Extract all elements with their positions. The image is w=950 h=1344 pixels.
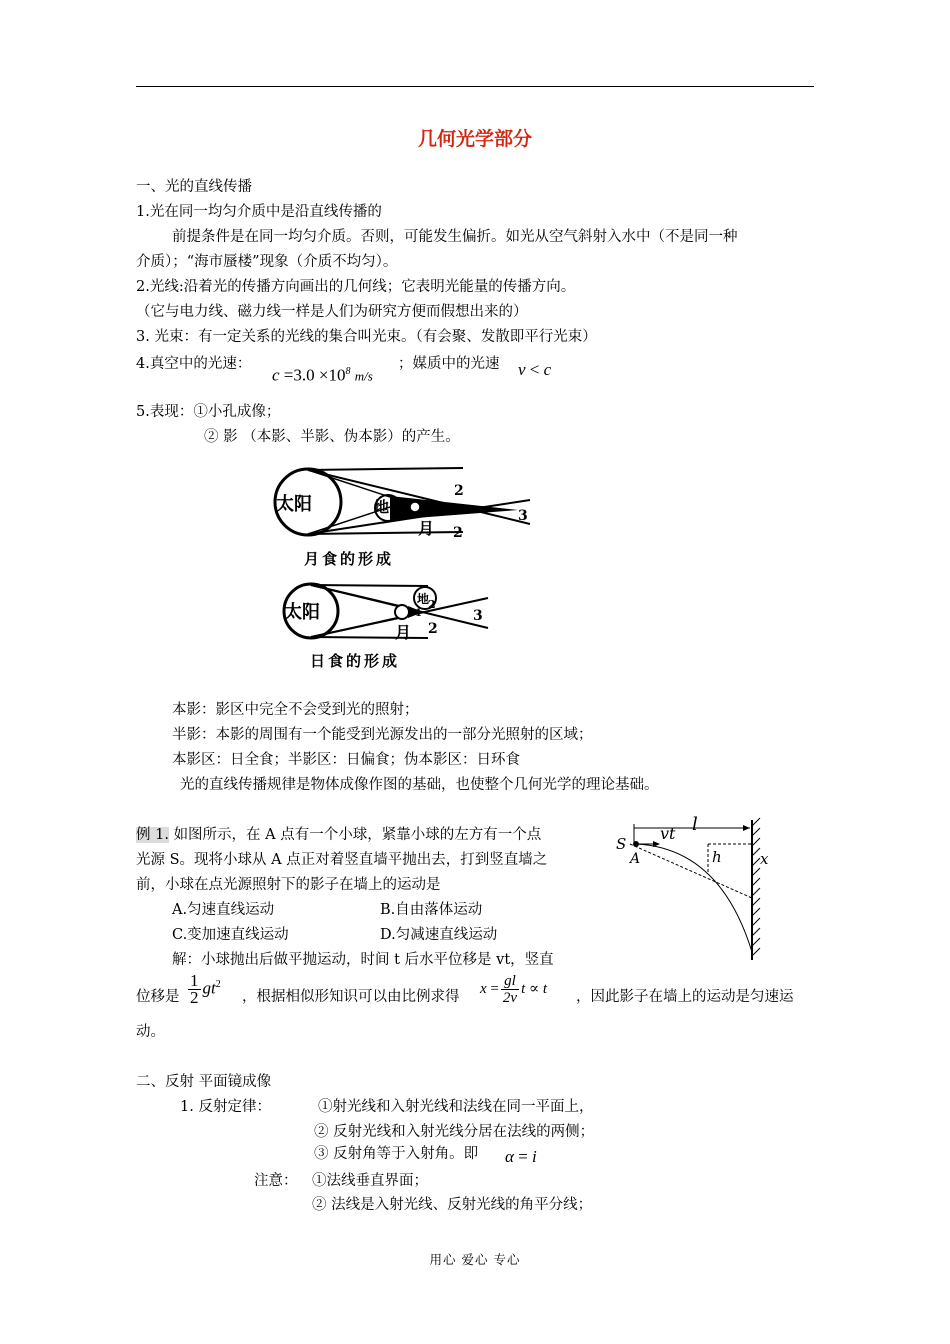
option-b: B.自由落体运动 (380, 902, 483, 918)
region-label: 2 (428, 621, 438, 637)
solution: 解：小球抛出后做平抛运动，时间 t 后水平位移是 vt，竖直 (172, 952, 554, 968)
region-label: 2 (453, 525, 463, 541)
reflection-angle-formula: α = i (505, 1147, 537, 1166)
speed-of-light-formula: $c =3.0 \times 10^8$ m/s (272, 365, 373, 385)
paragraph: 前提条件是在同一均匀介质。否则，可能发生偏折。如光从空气斜射入水中（不是同一种 (172, 229, 738, 245)
example-question: 光源 S。现将小球从 A 点正对着竖直墙平抛出去，打到竖直墙之 (136, 852, 548, 868)
page-footer: 用心 爱心 专心 (429, 1252, 521, 1267)
paragraph: 1.光在同一均匀介质中是沿直线传播的 (136, 204, 382, 220)
sun-label: 太阳 (276, 494, 312, 515)
distance-label: l (692, 814, 698, 835)
note-item: ② 法线是入射光线、反射光线的角平分线； (312, 1197, 593, 1213)
solution: 位移是 (136, 989, 180, 1005)
projectile-diagram (610, 812, 780, 962)
example-question: 例 1. 如图所示，在 A 点有一个小球，紧靠小球的左方有一个点 (136, 827, 542, 843)
option-c: C.变加速直线运动 (172, 927, 289, 943)
horizontal-displacement-label: vt (660, 824, 676, 843)
example-label: 例 1. (136, 827, 169, 843)
section-heading: 一、光的直线传播 (136, 179, 252, 195)
solution: 动。 (136, 1024, 165, 1040)
law-item: ①射光线和入射光线和法线在同一平面上， (318, 1099, 594, 1115)
paragraph: 半影：本影的周围有一个能受到光源发出的一部分光照射的区域； (172, 727, 593, 743)
moon-label: 月 (418, 519, 435, 538)
page-title: 几何光学部分 (417, 128, 532, 150)
law-item: ③ 反射角等于入射角。即 (314, 1146, 479, 1162)
earth-label: 地 (417, 592, 430, 606)
shadow-position-label: x (760, 850, 769, 868)
height-label: h (712, 848, 722, 866)
ball-label: A (630, 851, 641, 867)
shadow-formula: x = $\frac{gl}{2v}$ t ∝ t (480, 973, 548, 1006)
solar-eclipse-diagram (278, 580, 508, 680)
paragraph: 本影：影区中完全不会受到光的照射； (172, 702, 419, 718)
paragraph: 本影区：日全食；半影区：日偏食；伪本影区：日环食 (172, 752, 520, 768)
paragraph: 5.表现：①小孔成像； (136, 404, 281, 420)
earth-label: 地 (374, 498, 390, 516)
solution: ，因此影子在墙上的运动是匀速运 (576, 989, 794, 1005)
light-source-label: S (616, 835, 627, 853)
paragraph: （它与电力线、磁力线一样是人们为研究方便而假想出来的） (136, 304, 528, 320)
paragraph: 介质）；“海市蜃楼”现象（介质不均匀）。 (136, 254, 398, 270)
example-question: 前，小球在点光源照射下的影子在墙上的运动是 (136, 877, 441, 893)
paragraph: 4.真空中的光速： (136, 356, 252, 372)
moon-label: 月 (395, 623, 412, 642)
option-a: A.匀速直线运动 (172, 902, 275, 918)
region-label: 3 (518, 508, 528, 524)
diagram-caption: 月食的形成 (304, 550, 395, 568)
lunar-eclipse-diagram (268, 462, 538, 574)
region-label: 3 (473, 608, 483, 624)
paragraph: 2.光线:沿着光的传播方向画出的几何线；它表明光能量的传播方向。 (136, 279, 576, 295)
displacement-formula: $\frac{1}{2}$ $gt^2$ (190, 971, 221, 1007)
paragraph: ② 影 （本影、半影、伪本影）的产生。 (204, 429, 460, 445)
paragraph: 3. 光束：有一定关系的光线的集合叫光束。（有会聚、发散即平行光束） (136, 329, 597, 345)
region-label: 2 (454, 483, 464, 499)
note-item: ①法线垂直界面； (312, 1173, 428, 1189)
medium-speed-formula: v < c (518, 360, 552, 379)
solution: ，根据相似形知识可以由比例求得 (242, 989, 460, 1005)
option-d: D.匀减速直线运动 (380, 927, 498, 943)
paragraph: 光的直线传播规律是物体成像作图的基础，也使整个几何光学的理论基础。 (180, 777, 659, 793)
paragraph: ；媒质中的光速 (398, 356, 500, 372)
sun-label: 太阳 (284, 602, 320, 623)
region-label: 1 (402, 503, 410, 516)
diagram-caption: 日食的形成 (310, 652, 401, 670)
region-label: 1 (415, 608, 422, 619)
section-heading: 二、反射 平面镜成像 (136, 1074, 272, 1090)
law-item: ② 反射光线和入射光线分居在法线的两侧； (314, 1124, 595, 1140)
law-label: 1. 反射定律： (180, 1099, 271, 1115)
note-label: 注意： (254, 1173, 298, 1189)
header-rule (136, 86, 814, 87)
region-label: 2 (428, 598, 436, 611)
